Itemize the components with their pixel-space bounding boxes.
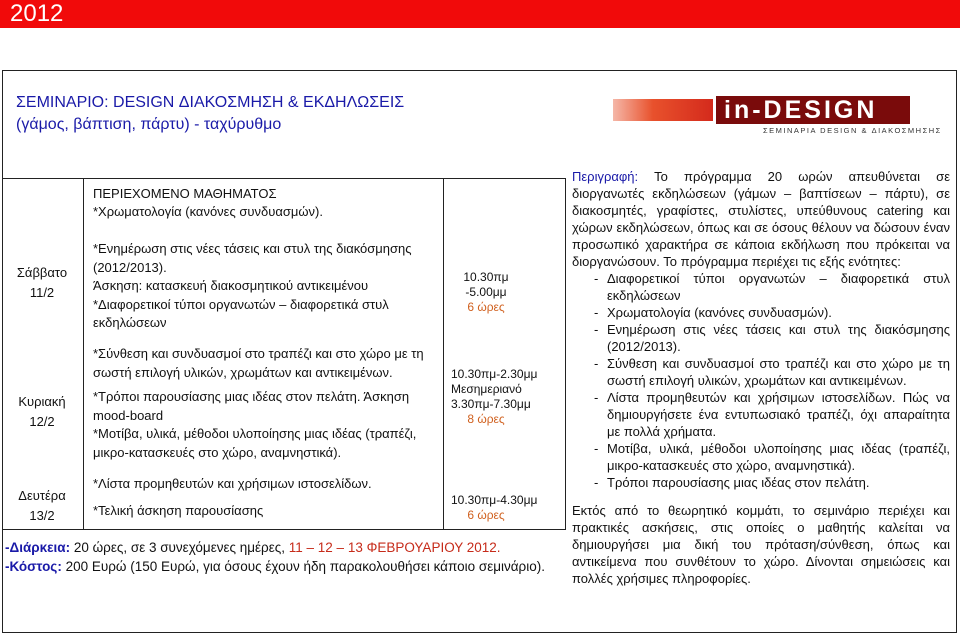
content-line: *Τρόποι παρουσίασης μιας ιδέας στον πελάτη. Άσκηση (93, 389, 410, 404)
logo-wordmark: in-DESIGN (716, 96, 910, 124)
year-label: 2012 (10, 0, 64, 27)
lunch-break: Μεσημεριανό (451, 382, 522, 396)
column-divider (443, 179, 444, 529)
content-line: *Ενημέρωση στις νέες τάσεις και στυλ της διακόσμησης (93, 241, 412, 256)
duration-line (5, 538, 557, 557)
content-line: Άσκηση: κατασκευή διακοσμητικού αντικειμένου (93, 278, 369, 293)
day-time-sunday (451, 367, 538, 427)
course-info (5, 538, 557, 576)
title-line-2: (γάμος, βάπτιση, πάρτυ) - ταχύρυθμο (16, 116, 282, 133)
content-line: *Σύνθεση και συνδυασμοί στο τραπέζι και στο χώρο με τη (93, 346, 424, 361)
title-line-1: ΣΕΜΙΝΑΡΙΟ: DESIGN ΔΙΑΚΟΣΜΗΣΗ & ΕΚΔΗΛΩΣΕΙΣ (16, 94, 405, 111)
day-content-sunday (93, 345, 424, 462)
cost-label: -Κόστος: (5, 559, 62, 574)
list-item: - Διαφορετικοί τύποι οργανωτών – διαφορετικά στυλ εκδηλώσεων (572, 270, 950, 304)
time-range: 10.30πμ-4.30μμ (451, 493, 538, 507)
cost-line (5, 557, 557, 576)
day-sunday (3, 392, 81, 432)
description-intro-text: Το πρόγραμμα 20 ωρών απευθύνεται σε διοργανωτές εκδηλώσεων (γάμων – βαπτίσεων – πάρτυ), σε διακοσμητές, γραφίστες, στυλίστες, υπεύθυνους catering και χώρων εκδηλώσεων, όπως και σε όσους θέλουν να δώσουν έναν προσωπικό χαρακτήρα σε κάποια εκδήλωση που πρόκειται να διοργανώσουν. Το πρόγραμμα περιέχει τις εξής ενότητες: (572, 169, 950, 269)
description (572, 168, 950, 587)
list-item: - Λίστα προμηθευτών και χρήσιμων ιστοσελίδων. Πώς να δημιουργήσετε ένα εντυπωσιακό τραπέζι, όχι απαραίτητα με πολλά χρήματα. (572, 389, 950, 440)
duration-label: -Διάρκεια: (5, 540, 71, 555)
description-closing: Εκτός από το θεωρητικό κομμάτι, το σεμινάριο περιέχει και πρακτικές ασκήσεις, στις οποίες ο μαθητής καλείται να δημιουργήσει μια δική του πρόταση/σύνθεση, όπως και αντικείμενα που συνθέτουν το χώρο. Δίνονται σημειώσεις και πολλές χρήσιμες πληροφορίες. (572, 503, 950, 586)
topics-list (572, 270, 950, 491)
page-title (16, 92, 404, 136)
cost-text: 200 Ευρώ (150 Ευρώ, για όσους έχουν ήδη παρακολουθήσει κάποιο σεμινάριο). (61, 559, 545, 574)
logo-gradient-bar (613, 99, 713, 121)
day-name: Κυριακή (18, 394, 66, 409)
content-line: *Λίστα προμηθευτών και χρήσιμων ιστοσελίδων. (93, 476, 372, 491)
day-time-monday (451, 493, 538, 523)
day-name: Σάββατο (16, 265, 68, 280)
time-range: 10.30πμ-2.30μμ (451, 367, 538, 381)
list-item: - Χρωματολογία (κανόνες συνδυασμών). (572, 304, 950, 321)
day-time-saturday (451, 270, 521, 315)
column-divider (83, 179, 84, 529)
content-line: *Διαφορετικοί τύποι οργανωτών – διαφορετικά στυλ (93, 296, 389, 312)
day-monday (3, 486, 81, 526)
hours-count: 8 ώρες (467, 412, 505, 426)
hours-count: 6 ώρες (467, 508, 505, 522)
duration-text: 20 ώρες, σε 3 συνεχόμενες ημέρες, (70, 540, 289, 555)
logo-subtitle: ΣΕΜΙΝΑΡΙΑ DESIGN & ΔΙΑΚΟΣΜΗΣΗΣ (763, 126, 942, 135)
description-intro (572, 168, 950, 270)
content-line: (2012/2013). (93, 259, 167, 275)
content-line: *Χρωματολογία (κανόνες συνδυασμών). (93, 204, 323, 219)
day-saturday (3, 263, 81, 303)
time-range-2: 3.30πμ-7.30μμ (451, 397, 531, 411)
day-date: 11/2 (29, 285, 55, 300)
day-content-monday (93, 475, 372, 520)
list-item: - Ενημέρωση στις νέες τάσεις και στυλ της διακόσμησης (2012/2013). (572, 321, 950, 355)
list-item: - Σύνθεση και συνδυασμοί στο τραπέζι και στο χώρο με τη σωστή επιλογή υλικών, χρωμάτων και αντικειμένων. (572, 355, 950, 389)
list-item: - Τρόποι παρουσίασης μιας ιδέας στον πελάτη. (572, 474, 950, 491)
content-line: σωστή επιλογή υλικών, χρωμάτων και αντικειμένων. (93, 364, 393, 380)
content-line (93, 494, 372, 502)
content-line: μικρο-κατασκευές στο χώρο, αναμνηστικά). (93, 444, 342, 460)
day-content-saturday (93, 203, 412, 333)
duration-dates: 11 – 12 – 13 ΦΕΒΡΟΥΑΡΙΟΥ 2012. (288, 540, 501, 555)
time-range: 10.30πμ -5.00μμ (463, 270, 509, 299)
hours-count: 6 ώρες (467, 300, 505, 314)
content-line: *Μοτίβα, υλικά, μέθοδοι υλοποίησης μιας ιδέας (τραπέζι, (93, 426, 417, 441)
day-date: 13/2 (29, 508, 55, 523)
day-name: Δευτέρα (18, 488, 66, 503)
content-line: *Τελική άσκηση παρουσίασης (93, 502, 264, 518)
content-line (93, 222, 412, 241)
content-line: εκδηλώσεων (93, 315, 167, 330)
logo (613, 96, 942, 136)
day-date: 12/2 (29, 414, 55, 429)
schedule-header: ΠΕΡΙΕΧΟΜΕΝΟ ΜΑΘΗΜΑΤΟΣ (93, 186, 277, 201)
year-banner (0, 0, 960, 28)
list-item: - Μοτίβα, υλικά, μέθοδοι υλοποίησης μιας ιδέας (τραπέζι, μικρο-κατασκευές στο χώρο, αναμνηστικά). (572, 440, 950, 474)
schedule-table (2, 178, 566, 530)
description-label: Περιγραφή: (572, 169, 639, 184)
content-line: mood-board (93, 407, 164, 423)
